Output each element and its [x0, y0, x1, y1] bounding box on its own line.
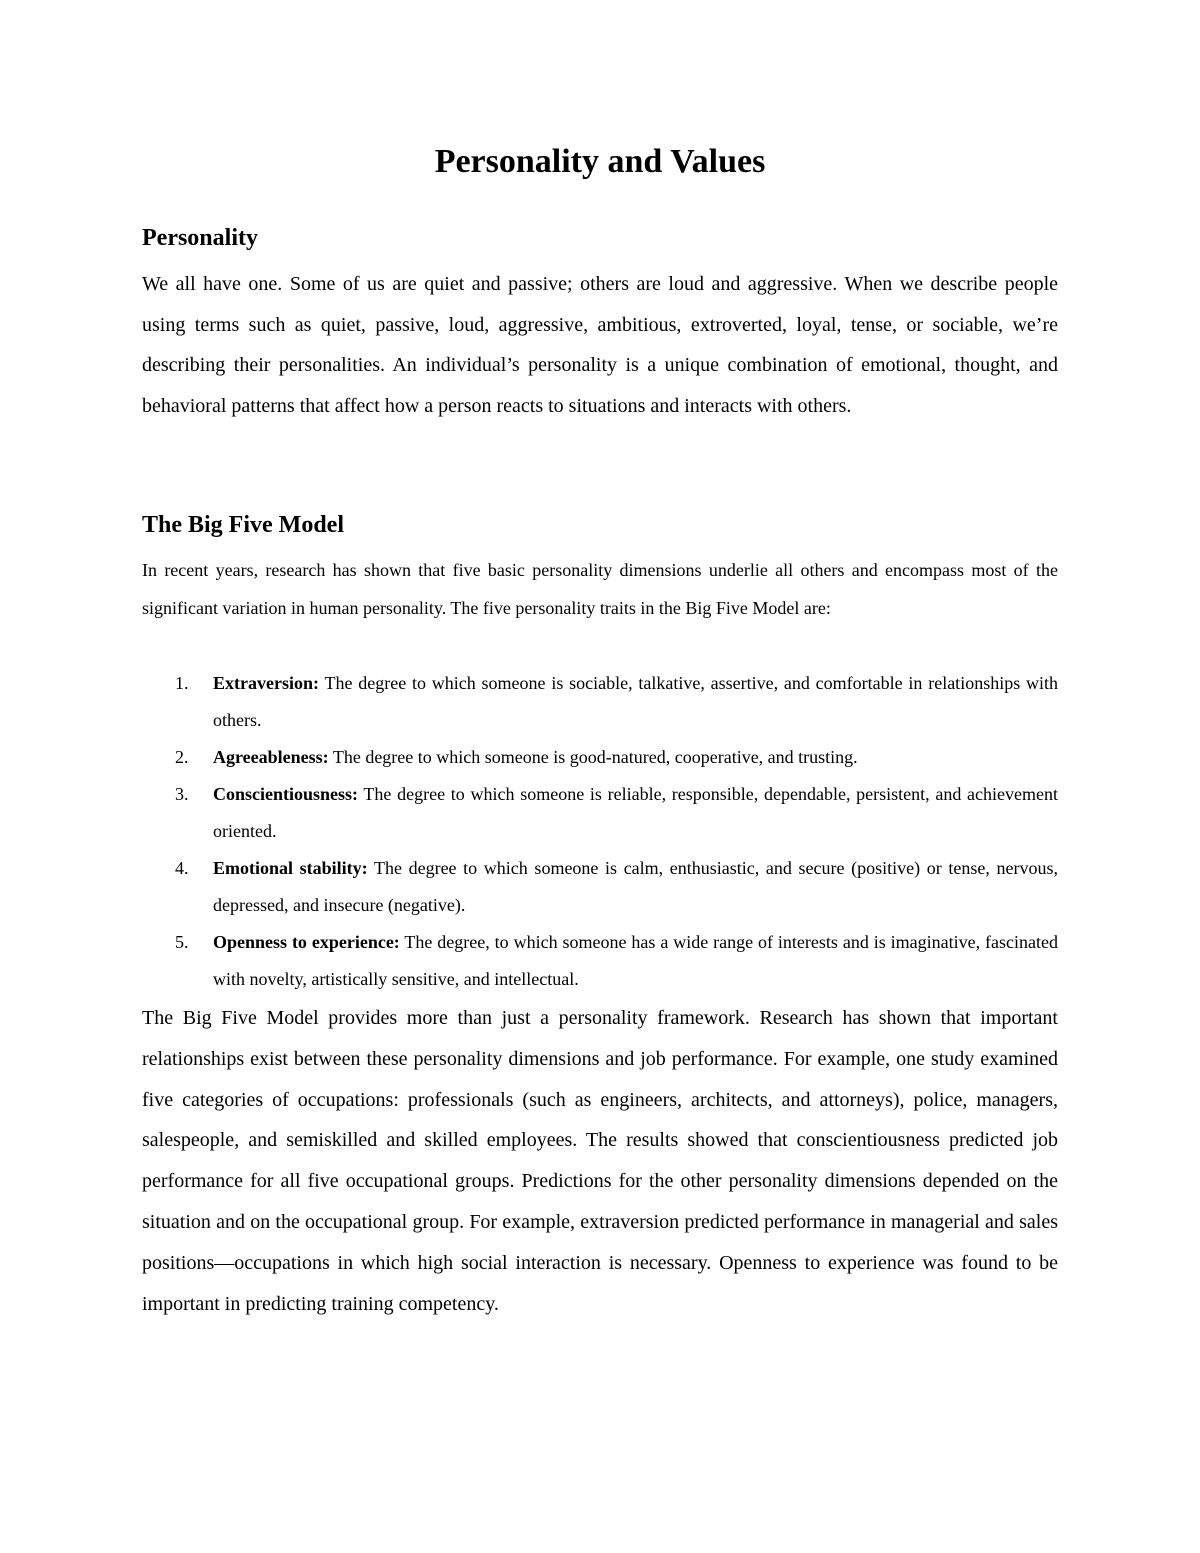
document-title: Personality and Values: [434, 143, 766, 180]
trait-term: Emotional stability:: [213, 858, 368, 878]
big-five-intro-paragraph: In recent years, research has shown that five basic personality dimensions underlie all others and encompass most of the significant variation in human personality. The five personality traits in the Big Five Model are:: [142, 560, 1058, 618]
section-heading-personality: Personality: [142, 225, 258, 251]
trait-definition: The degree to which someone is good-natured, cooperative, and trusting.: [328, 747, 858, 767]
trait-definition: The degree, to which someone has a wide range of interests and is imaginative, fascinated with novelty, artistically sensitive, and intellectual.: [213, 932, 1059, 989]
list-item-number: 4.: [175, 858, 189, 878]
trait-definition: The degree to which someone is reliable, responsible, dependable, persistent, and achievement oriented.: [213, 784, 1058, 841]
list-item-number: 3.: [175, 784, 189, 804]
list-item: [142, 776, 1058, 850]
trait-definition: The degree to which someone is sociable, talkative, assertive, and comfortable in relationships with others.: [213, 673, 1058, 730]
section-heading-big-five: The Big Five Model: [142, 512, 344, 538]
trait-term: Openness to experience:: [213, 932, 400, 952]
trait-term: Conscientiousness:: [213, 784, 359, 804]
big-five-traits-list: [142, 665, 1058, 998]
list-item-number: 1.: [175, 673, 189, 693]
list-item: [142, 924, 1058, 998]
personality-paragraph: We all have one. Some of us are quiet and passive; others are loud and aggressive. When we describe people using terms such as quiet, passive, loud, aggressive, ambitious, extroverted, loyal, tense, or sociable, we’re describing their personalities. An individual’s personality is a unique combination of emotional, thought, and behavioral patterns that affect how a person reacts to situations and interacts with others.: [142, 273, 1058, 417]
list-item-number: 2.: [175, 747, 189, 767]
document-page: [142, 0, 1058, 1553]
trait-term: Extraversion:: [213, 673, 319, 693]
big-five-closing-paragraph: The Big Five Model provides more than just a personality framework. Research has shown that important relationships exist between these personality dimensions and job performance. For example, one study examined five categories of occupations: professionals (such as engineers, architects, and attorneys), police, managers, salespeople, and semiskilled and skilled employees. The results showed that conscientiousness predicted job performance for all five occupational groups. Predictions for the other personality dimensions depended on the situation and on the occupational group. For example, extraversion predicted performance in managerial and sales positions—occupations in which high social interaction is necessary. Openness to experience was found to be important in predicting training competency.: [142, 1007, 1058, 1315]
list-item-number: 5.: [175, 932, 189, 952]
trait-term: Agreeableness:: [213, 747, 329, 767]
list-item: [142, 850, 1058, 924]
list-item: [142, 739, 1058, 776]
trait-definition: The degree to which someone is calm, enthusiastic, and secure (positive) or tense, nervous, depressed, and insecure (negative).: [213, 858, 1058, 915]
list-item: [142, 665, 1058, 739]
